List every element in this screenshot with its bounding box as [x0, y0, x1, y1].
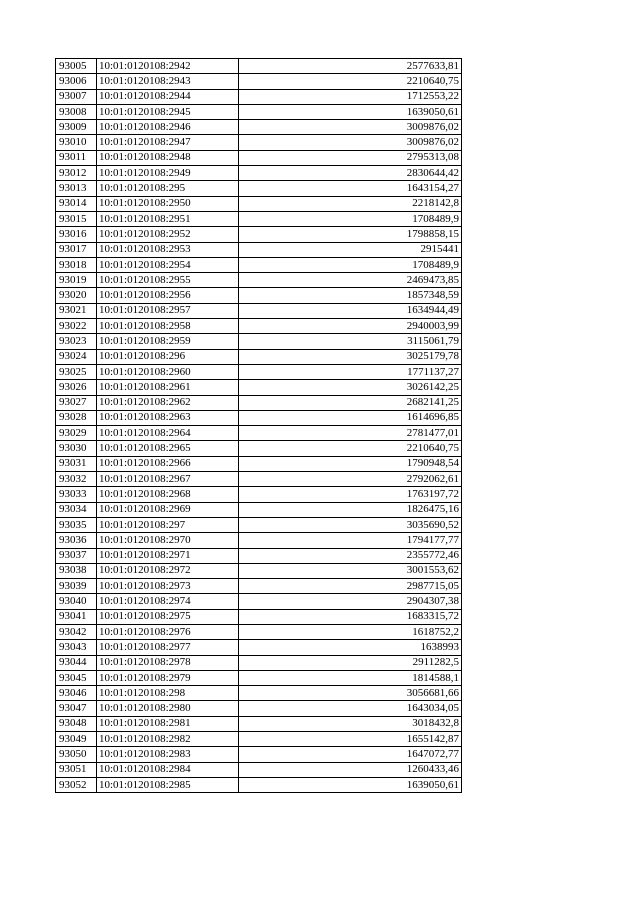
row-number-cell: 93046: [56, 686, 97, 701]
table-row: [56, 533, 462, 548]
value-cell: 1655142,87: [239, 732, 462, 747]
cadastral-number-cell: 10:01:0120108:2963: [97, 410, 239, 425]
row-number-cell: 93043: [56, 640, 97, 655]
row-number-cell: 93049: [56, 732, 97, 747]
row-number-cell: 93027: [56, 395, 97, 410]
value-cell: 2355772,46: [239, 548, 462, 563]
value-cell: 1618752,2: [239, 624, 462, 639]
value-cell: 2469473,85: [239, 273, 462, 288]
value-cell: 2987715,05: [239, 579, 462, 594]
table-row: [56, 716, 462, 731]
table-row: [56, 594, 462, 609]
cadastral-number-cell: 10:01:0120108:2953: [97, 242, 239, 257]
cadastral-number-cell: 10:01:0120108:2961: [97, 380, 239, 395]
value-cell: 1814588,1: [239, 670, 462, 685]
row-number-cell: 93018: [56, 257, 97, 272]
cadastral-number-cell: 10:01:0120108:2971: [97, 548, 239, 563]
table-row: [56, 441, 462, 456]
table-row: [56, 334, 462, 349]
value-cell: 2781477,01: [239, 426, 462, 441]
value-cell: 1857348,59: [239, 288, 462, 303]
table-row: [56, 380, 462, 395]
table-row: [56, 364, 462, 379]
row-number-cell: 93030: [56, 441, 97, 456]
row-number-cell: 93032: [56, 472, 97, 487]
cadastral-number-cell: 10:01:0120108:2984: [97, 762, 239, 777]
value-cell: 3025179,78: [239, 349, 462, 364]
cadastral-number-cell: 10:01:0120108:2955: [97, 273, 239, 288]
cadastral-number-cell: 10:01:0120108:2965: [97, 441, 239, 456]
value-cell: 2682141,25: [239, 395, 462, 410]
value-cell: 3009876,02: [239, 135, 462, 150]
value-cell: 1634944,49: [239, 303, 462, 318]
table-row: [56, 579, 462, 594]
value-cell: 1639050,61: [239, 104, 462, 119]
value-cell: 1647072,77: [239, 747, 462, 762]
value-cell: 1260433,46: [239, 762, 462, 777]
row-number-cell: 93015: [56, 211, 97, 226]
value-cell: 1712553,22: [239, 89, 462, 104]
table-row: [56, 120, 462, 135]
value-cell: 1638993: [239, 640, 462, 655]
row-number-cell: 93011: [56, 150, 97, 165]
table-row: [56, 395, 462, 410]
table-row: [56, 349, 462, 364]
value-cell: 2218142,8: [239, 196, 462, 211]
table-row: [56, 701, 462, 716]
cadastral-number-cell: 10:01:0120108:2946: [97, 120, 239, 135]
cadastral-number-cell: 10:01:0120108:2957: [97, 303, 239, 318]
data-table: [55, 58, 462, 793]
value-cell: 3056681,66: [239, 686, 462, 701]
cadastral-number-cell: 10:01:0120108:2952: [97, 227, 239, 242]
row-number-cell: 93016: [56, 227, 97, 242]
table-row: [56, 686, 462, 701]
row-number-cell: 93052: [56, 777, 97, 792]
cadastral-number-cell: 10:01:0120108:2980: [97, 701, 239, 716]
cadastral-number-cell: 10:01:0120108:2964: [97, 426, 239, 441]
cadastral-number-cell: 10:01:0120108:2958: [97, 319, 239, 334]
cadastral-number-cell: 10:01:0120108:2967: [97, 472, 239, 487]
value-cell: 2210640,75: [239, 441, 462, 456]
value-cell: 1614696,85: [239, 410, 462, 425]
cadastral-number-cell: 10:01:0120108:2969: [97, 502, 239, 517]
row-number-cell: 93028: [56, 410, 97, 425]
cadastral-number-cell: 10:01:0120108:2956: [97, 288, 239, 303]
cadastral-number-cell: 10:01:0120108:2975: [97, 609, 239, 624]
value-cell: 3001553,62: [239, 563, 462, 578]
cadastral-number-cell: 10:01:0120108:2970: [97, 533, 239, 548]
value-cell: 2911282,5: [239, 655, 462, 670]
cadastral-number-cell: 10:01:0120108:2960: [97, 364, 239, 379]
table-row: [56, 181, 462, 196]
cadastral-number-cell: 10:01:0120108:2973: [97, 579, 239, 594]
row-number-cell: 93014: [56, 196, 97, 211]
value-cell: 3035690,52: [239, 517, 462, 532]
cadastral-number-cell: 10:01:0120108:297: [97, 517, 239, 532]
cadastral-number-cell: 10:01:0120108:2942: [97, 59, 239, 74]
table-row: [56, 426, 462, 441]
cadastral-number-cell: 10:01:0120108:2951: [97, 211, 239, 226]
table-row: [56, 135, 462, 150]
cadastral-number-cell: 10:01:0120108:2974: [97, 594, 239, 609]
row-number-cell: 93045: [56, 670, 97, 685]
value-cell: 2830644,42: [239, 166, 462, 181]
row-number-cell: 93040: [56, 594, 97, 609]
table-row: [56, 196, 462, 211]
value-cell: 2210640,75: [239, 74, 462, 89]
cadastral-number-cell: 10:01:0120108:2981: [97, 716, 239, 731]
value-cell: 2915441: [239, 242, 462, 257]
row-number-cell: 93005: [56, 59, 97, 74]
value-cell: 2795313,08: [239, 150, 462, 165]
table-row: [56, 517, 462, 532]
table-row: [56, 74, 462, 89]
table-row: [56, 150, 462, 165]
cadastral-number-cell: 10:01:0120108:2944: [97, 89, 239, 104]
row-number-cell: 93048: [56, 716, 97, 731]
value-cell: 2904307,38: [239, 594, 462, 609]
cadastral-number-cell: 10:01:0120108:2972: [97, 563, 239, 578]
value-cell: 3115061,79: [239, 334, 462, 349]
cadastral-number-cell: 10:01:0120108:2979: [97, 670, 239, 685]
cadastral-number-cell: 10:01:0120108:298: [97, 686, 239, 701]
table-row: [56, 242, 462, 257]
table-body: [56, 59, 462, 793]
cadastral-number-cell: 10:01:0120108:2982: [97, 732, 239, 747]
table-row: [56, 472, 462, 487]
table-row: [56, 410, 462, 425]
row-number-cell: 93023: [56, 334, 97, 349]
table-row: [56, 273, 462, 288]
row-number-cell: 93020: [56, 288, 97, 303]
row-number-cell: 93051: [56, 762, 97, 777]
value-cell: 1790948,54: [239, 456, 462, 471]
row-number-cell: 93041: [56, 609, 97, 624]
table-row: [56, 456, 462, 471]
value-cell: 1771137,27: [239, 364, 462, 379]
row-number-cell: 93006: [56, 74, 97, 89]
table-row: [56, 747, 462, 762]
table-row: [56, 655, 462, 670]
row-number-cell: 93050: [56, 747, 97, 762]
row-number-cell: 93035: [56, 517, 97, 532]
row-number-cell: 93010: [56, 135, 97, 150]
row-number-cell: 93038: [56, 563, 97, 578]
table-row: [56, 777, 462, 792]
value-cell: 1794177,77: [239, 533, 462, 548]
cadastral-number-cell: 10:01:0120108:2978: [97, 655, 239, 670]
cadastral-number-cell: 10:01:0120108:295: [97, 181, 239, 196]
value-cell: 1683315,72: [239, 609, 462, 624]
cadastral-number-cell: 10:01:0120108:2943: [97, 74, 239, 89]
row-number-cell: 93013: [56, 181, 97, 196]
table-row: [56, 59, 462, 74]
table-row: [56, 89, 462, 104]
value-cell: 1798858,15: [239, 227, 462, 242]
row-number-cell: 93039: [56, 579, 97, 594]
value-cell: 3018432,8: [239, 716, 462, 731]
row-number-cell: 93042: [56, 624, 97, 639]
value-cell: 1643034,05: [239, 701, 462, 716]
value-cell: 1639050,61: [239, 777, 462, 792]
cadastral-number-cell: 10:01:0120108:2959: [97, 334, 239, 349]
row-number-cell: 93034: [56, 502, 97, 517]
table-row: [56, 257, 462, 272]
cadastral-number-cell: 10:01:0120108:2985: [97, 777, 239, 792]
row-number-cell: 93024: [56, 349, 97, 364]
value-cell: 2577633,81: [239, 59, 462, 74]
table-row: [56, 104, 462, 119]
cadastral-number-cell: 10:01:0120108:2948: [97, 150, 239, 165]
row-number-cell: 93009: [56, 120, 97, 135]
table-row: [56, 319, 462, 334]
value-cell: 1708489,9: [239, 211, 462, 226]
table-row: [56, 211, 462, 226]
row-number-cell: 93044: [56, 655, 97, 670]
cadastral-number-cell: 10:01:0120108:2947: [97, 135, 239, 150]
table-row: [56, 640, 462, 655]
row-number-cell: 93012: [56, 166, 97, 181]
table-row: [56, 624, 462, 639]
cadastral-number-cell: 10:01:0120108:2966: [97, 456, 239, 471]
table-row: [56, 227, 462, 242]
table-row: [56, 502, 462, 517]
row-number-cell: 93026: [56, 380, 97, 395]
row-number-cell: 93019: [56, 273, 97, 288]
table-row: [56, 563, 462, 578]
cadastral-number-cell: 10:01:0120108:2945: [97, 104, 239, 119]
cadastral-number-cell: 10:01:0120108:2949: [97, 166, 239, 181]
table-row: [56, 166, 462, 181]
value-cell: 1708489,9: [239, 257, 462, 272]
value-cell: 1826475,16: [239, 502, 462, 517]
cadastral-number-cell: 10:01:0120108:2954: [97, 257, 239, 272]
table-row: [56, 487, 462, 502]
table-row: [56, 288, 462, 303]
row-number-cell: 93021: [56, 303, 97, 318]
row-number-cell: 93036: [56, 533, 97, 548]
row-number-cell: 93037: [56, 548, 97, 563]
table-row: [56, 609, 462, 624]
table-row: [56, 303, 462, 318]
row-number-cell: 93008: [56, 104, 97, 119]
cadastral-number-cell: 10:01:0120108:296: [97, 349, 239, 364]
row-number-cell: 93029: [56, 426, 97, 441]
table-row: [56, 548, 462, 563]
value-cell: 3026142,25: [239, 380, 462, 395]
row-number-cell: 93025: [56, 364, 97, 379]
value-cell: 3009876,02: [239, 120, 462, 135]
cadastral-number-cell: 10:01:0120108:2977: [97, 640, 239, 655]
cadastral-number-cell: 10:01:0120108:2968: [97, 487, 239, 502]
row-number-cell: 93022: [56, 319, 97, 334]
cadastral-number-cell: 10:01:0120108:2976: [97, 624, 239, 639]
row-number-cell: 93033: [56, 487, 97, 502]
value-cell: 1763197,72: [239, 487, 462, 502]
row-number-cell: 93017: [56, 242, 97, 257]
table-row: [56, 762, 462, 777]
value-cell: 2792062,61: [239, 472, 462, 487]
value-cell: 2940003,99: [239, 319, 462, 334]
row-number-cell: 93007: [56, 89, 97, 104]
cadastral-number-cell: 10:01:0120108:2983: [97, 747, 239, 762]
table-row: [56, 732, 462, 747]
value-cell: 1643154,27: [239, 181, 462, 196]
cadastral-number-cell: 10:01:0120108:2950: [97, 196, 239, 211]
cadastral-number-cell: 10:01:0120108:2962: [97, 395, 239, 410]
row-number-cell: 93047: [56, 701, 97, 716]
table-row: [56, 670, 462, 685]
row-number-cell: 93031: [56, 456, 97, 471]
